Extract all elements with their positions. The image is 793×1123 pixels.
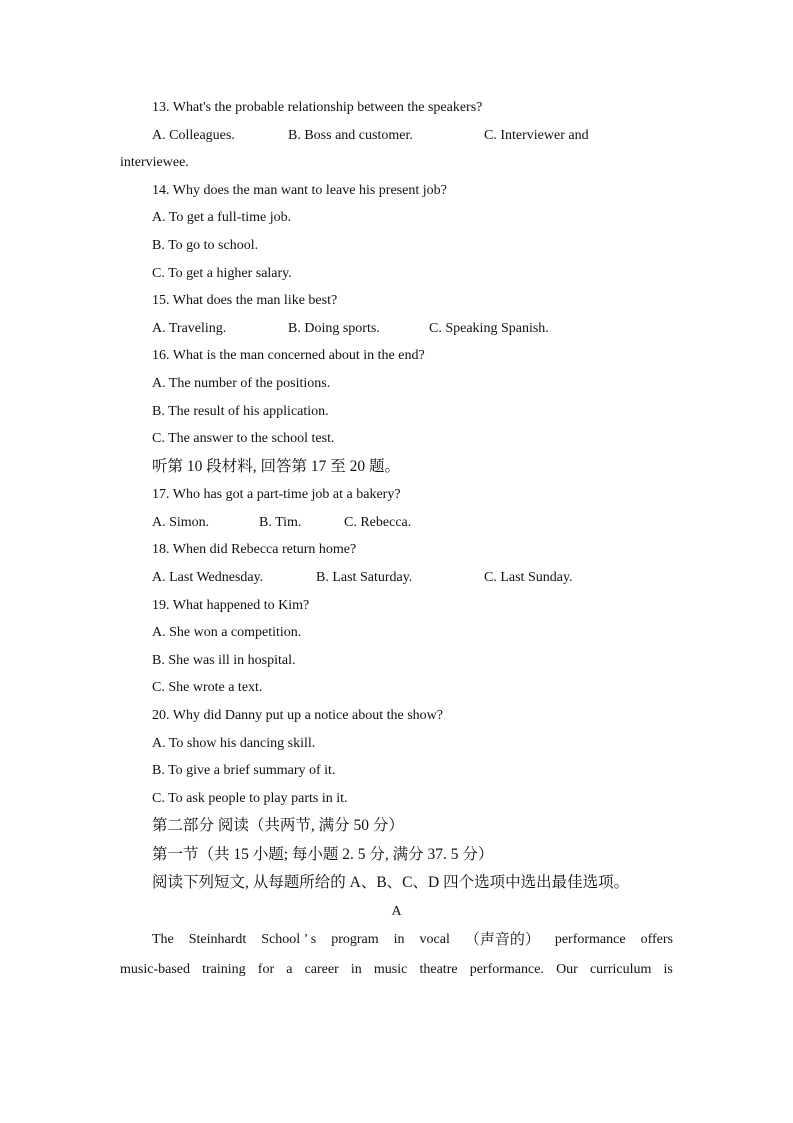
passage-word: theatre [419,962,458,978]
option-13-c-word: Interviewer [500,127,565,143]
passage-word: Our [556,962,578,978]
passage-word: music-based [120,962,190,978]
question-18: 18. When did Rebecca return home? [152,542,357,558]
question-13: 13. What's the probable relationship between the speakers? [152,100,483,115]
passage-word: career [304,962,339,978]
passage-word: offers [640,932,673,948]
passage-word: School ’ s [261,932,317,948]
passage-word: curriculum [589,962,652,978]
option-19-a: A. She won a competition. [152,625,302,641]
part-two-title: 第二部分 阅读（共两节, 满分 50 分） [152,817,404,835]
option-16-a: A. The number of the positions. [152,375,331,391]
option-18-b: B. Last Saturday. [316,570,413,585]
passage-word: music [373,962,408,978]
passage-word: performance [554,932,626,948]
option-14-b: B. To go to school. [152,237,259,253]
option-14-c: C. To get a higher salary. [152,265,292,281]
option-14-a: A. To get a full-time job. [152,210,292,226]
question-15-options [120,315,673,343]
question-19: 19. What happened to Kim? [152,597,310,613]
option-20-c: C. To ask people to play parts in it. [152,790,348,806]
question-20: 20. Why did Danny put up a notice about the show? [152,707,443,723]
option-15-b: B. Doing sports. [288,320,380,336]
passage-word: vocal [419,932,450,948]
passage-word: （声音的） [464,932,540,949]
passage-word: The [152,932,174,948]
section-10-instruction: 听第 10 段材料, 回答第 17 至 20 题。 [152,457,401,475]
reading-instruction: 阅读下列短文, 从每题所给的 A、B、C、D 四个选项中选出最佳选项。 [152,874,630,892]
question-17-options [120,509,673,537]
passage-word: program [331,932,379,948]
question-13-options [120,122,673,150]
option-16-b: B. The result of his application. [152,403,329,419]
question-16: 16. What is the man concerned about in the end? [152,348,425,364]
passage-word: for [257,962,275,978]
passage-word: Steinhardt [188,932,247,948]
passage-word: in [350,962,362,978]
option-17-b: B. Tim. [259,514,302,530]
document-content [120,94,673,985]
option-15-a: A. Traveling. [152,320,227,336]
passage-label: A [391,903,402,919]
passage-word: in [393,932,405,948]
question-14: 14. Why does the man want to leave his present job? [152,182,447,198]
option-13-c-word: C. [484,127,497,143]
option-13-c [484,122,673,150]
section-one-title: 第一节（共 15 小题; 每小题 2. 5 分, 满分 37. 5 分） [152,845,494,863]
option-20-b: B. To give a brief summary of it. [152,763,336,779]
passage-line-2 [120,955,673,985]
passage-word: a [286,962,293,978]
option-13-c-word: and [568,127,589,143]
passage-line-1 [120,925,673,955]
option-19-b: B. She was ill in hospital. [152,652,296,668]
option-16-c: C. The answer to the school test. [152,431,335,447]
option-19-c: C. She wrote a text. [152,680,263,696]
option-17-c: C. Rebecca. [344,514,412,530]
option-13-b: B. Boss and customer. [288,127,413,143]
option-13-c-continued: interviewee. [120,155,189,171]
passage-word: training [202,962,246,978]
question-15: 15. What does the man like best? [152,293,338,309]
option-13-a: A. Colleagues. [152,127,235,143]
option-18-a: A. Last Wednesday. [152,570,264,585]
option-18-c: C. Last Sunday. [484,570,573,585]
question-17: 17. Who has got a part-time job at a bakery? [152,487,401,503]
option-15-c: C. Speaking Spanish. [429,320,549,336]
option-17-a: A. Simon. [152,514,210,530]
passage-word: is [663,962,673,978]
option-20-a: A. To show his dancing skill. [152,735,316,751]
question-18-options [120,564,673,592]
passage-word: performance. [469,962,544,978]
